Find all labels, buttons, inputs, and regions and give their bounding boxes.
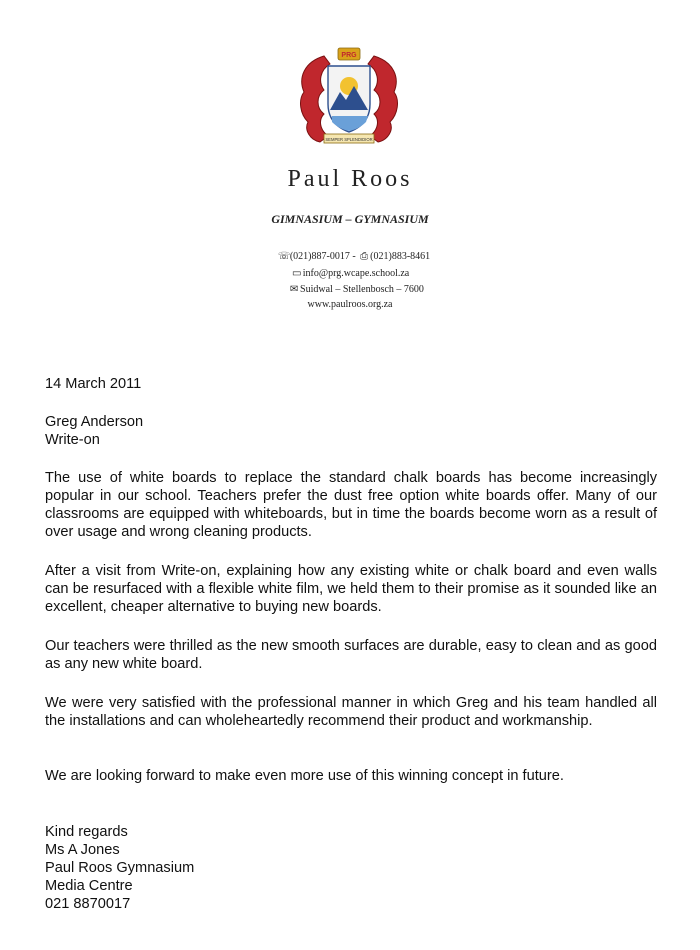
signatory-department: Media Centre — [45, 878, 133, 894]
school-name: Paul Roos — [287, 166, 413, 192]
email-address: info@prg.wcape.school.za — [302, 268, 410, 279]
signatory-name: Ms A Jones — [45, 842, 120, 858]
body-paragraph: We were very satisfied with the professional manner in which Greg and his team handled all the installations and can wholeheartedly recommend their product and workmanship. — [45, 695, 657, 729]
recipient-name: Greg Anderson — [45, 414, 144, 430]
crest-motto: SEMPER SPLENDIDIOR — [325, 137, 373, 142]
contact-phone-fax-line — [4, 251, 700, 263]
recipient-block — [45, 413, 657, 449]
envelope-icon: ✉ — [289, 284, 299, 295]
fax-number: (021)883-8461 — [370, 251, 431, 262]
telephone-icon: ☏ — [277, 251, 291, 262]
letter-date: 14 March 2011 — [45, 376, 142, 392]
contact-email-line — [0, 268, 700, 280]
school-crest-logo — [294, 44, 404, 148]
body-paragraph: The use of white boards to replace the standard chalk boards has become increasingly popular in our school. Teachers prefer the dust free option white boards offer. Many of our classrooms are equipped with whiteboards, but in time the boards become worn as a result of over usage and wrong cleaning products. — [45, 470, 657, 540]
website-url: www.paulroos.org.za — [307, 299, 393, 310]
body-paragraph: We are looking forward to make even more use of this winning concept in future. — [45, 768, 564, 784]
salutation: Kind regards — [45, 824, 128, 840]
school-subtitle: GIMNASIUM – GYMNASIUM — [271, 212, 429, 226]
separator: - — [352, 251, 356, 262]
fax-icon: ⎙ — [360, 251, 369, 262]
crest-monogram: PRG — [341, 52, 357, 59]
postal-address: Suidwal – Stellenbosch – 7600 — [300, 284, 424, 295]
signatory-phone: 021 8870017 — [45, 896, 131, 912]
phone-number: (021)887-0017 — [289, 251, 350, 262]
body-paragraph: After a visit from Write-on, explaining how any existing white or chalk board and even walls can be resurfaced with a flexible white film, we held them to their promise as it sounded like an excellent, cheaper alternative to buying new boards. — [45, 563, 657, 615]
computer-icon: ▭ — [292, 268, 302, 279]
body-paragraph: Our teachers were thrilled as the new smooth surfaces are durable, easy to clean and as good as any new white board. — [45, 638, 657, 672]
recipient-company: Write-on — [45, 432, 100, 448]
signatory-organisation: Paul Roos Gymnasium — [45, 860, 195, 876]
contact-address-line — [6, 284, 700, 296]
closing-block — [45, 823, 657, 913]
